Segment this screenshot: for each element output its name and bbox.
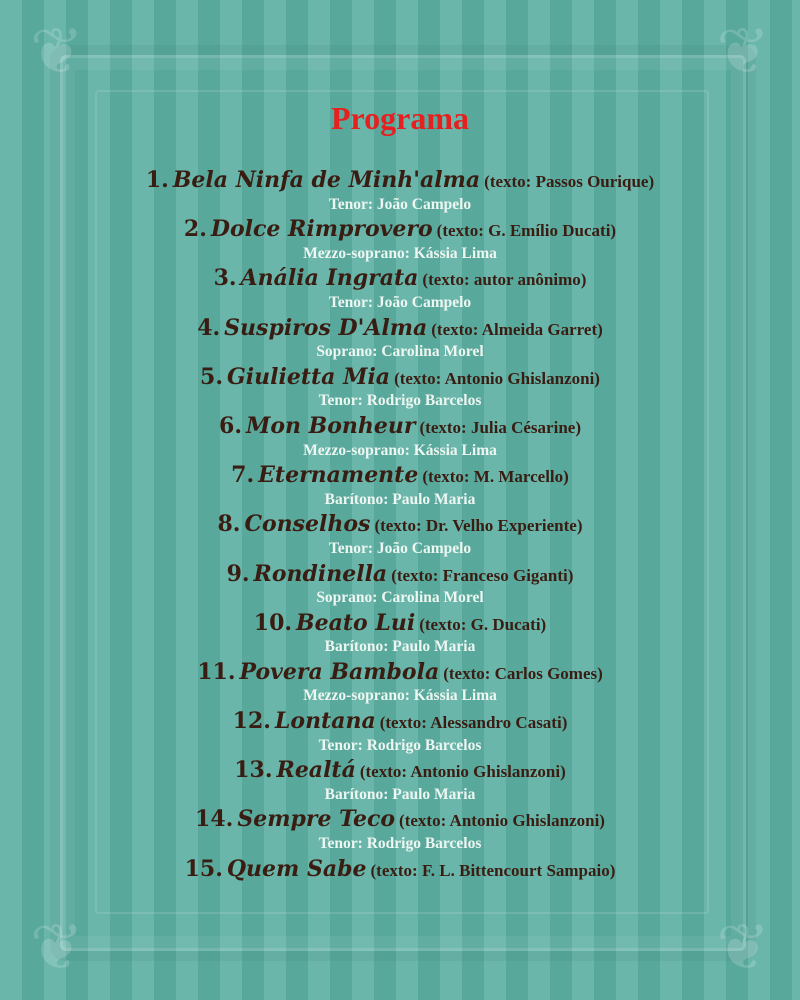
performer-line: Mezzo-soprano: Kássia Lima (303, 441, 497, 459)
performer-line: Barítono: Paulo Maria (324, 490, 476, 508)
program-item (0, 463, 800, 488)
performer-line: Barítono: Paulo Maria (324, 638, 476, 656)
work-title: Rondinella (253, 560, 388, 587)
work-title: Mon Bonheur (245, 412, 416, 439)
performer-line: Tenor: Rodrigo Barcelos (318, 736, 482, 754)
item-number: 10. (253, 609, 293, 636)
lyricist-credit: (texto: Antonio Ghislanzoni) (394, 368, 600, 388)
program-item (0, 562, 800, 587)
program-item (0, 266, 800, 291)
program-item (0, 168, 800, 193)
item-number: 13. (234, 757, 273, 784)
page-title: Programa (330, 100, 470, 136)
work-title: Beato Lui (296, 609, 416, 636)
item-number: 6. (219, 412, 242, 439)
ornament-scroll-icon: ❦ (30, 16, 84, 87)
performer-line: Tenor: Rodrigo Barcelos (318, 392, 482, 410)
performer-line: Tenor: João Campelo (328, 195, 472, 213)
program-item (0, 414, 800, 439)
program-item (0, 758, 800, 783)
lyricist-credit: (texto: Dr. Velho Experiente) (374, 516, 583, 536)
item-number: 5. (200, 363, 223, 390)
program-item (0, 611, 800, 636)
item-number: 14. (195, 806, 234, 833)
lyricist-credit: (texto: Almeida Garret) (431, 319, 603, 339)
work-title: Lontana (274, 708, 376, 735)
lyricist-credit: (texto: Alessandro Casati) (379, 713, 568, 733)
item-number: 12. (232, 708, 271, 735)
lyricist-credit: (texto: F. L. Bittencourt Sampaio) (370, 860, 616, 880)
program-list (0, 168, 800, 881)
performer-line: Barítono: Paulo Maria (324, 785, 476, 803)
item-number: 3. (213, 265, 237, 292)
item-number: 4. (197, 314, 221, 341)
program-item (0, 660, 800, 685)
item-number: 11. (197, 658, 236, 685)
work-title: Sempre Teco (237, 806, 396, 833)
lyricist-credit: (texto: G. Ducati) (419, 614, 547, 634)
work-title: Bela Ninfa de Minh'alma (172, 167, 481, 193)
lyricist-credit: (texto: Franceso Giganti) (391, 565, 574, 585)
work-title: Conselhos (244, 511, 371, 538)
performer-line: Soprano: Carolina Morel (316, 589, 484, 607)
ornament-scroll-icon: ❦ (716, 16, 770, 87)
item-number: 7. (231, 462, 255, 489)
lyricist-credit: (texto: Julia Césarine) (419, 417, 581, 437)
program-item (0, 217, 800, 242)
work-title: Giulietta Mia (227, 363, 391, 390)
program-item (0, 316, 800, 341)
performer-line: Tenor: Rodrigo Barcelos (318, 835, 482, 853)
program-item (0, 365, 800, 390)
lyricist-credit: (texto: Carlos Gomes) (443, 663, 603, 683)
work-title: Realtá (276, 757, 356, 784)
lyricist-credit: (texto: Antonio Ghislanzoni) (359, 762, 566, 782)
ornament-scroll-icon: ❦ (716, 912, 770, 983)
program-item (0, 857, 800, 882)
program-item (0, 512, 800, 537)
lyricist-credit: (texto: Antonio Ghislanzoni) (399, 811, 605, 831)
work-title: Eternamente (258, 462, 419, 489)
performer-line: Mezzo-soprano: Kássia Lima (303, 687, 497, 705)
work-title: Povera Bambola (239, 658, 440, 685)
lyricist-credit: (texto: G. Emílio Ducati) (436, 221, 617, 241)
lyricist-credit: (texto: Passos Ourique) (484, 172, 655, 191)
performer-line: Mezzo-soprano: Kássia Lima (303, 244, 497, 262)
work-title: Dolce Rimprovero (210, 216, 433, 243)
item-number: 15. (184, 855, 223, 882)
program-item (0, 709, 800, 734)
work-title: Suspiros D'Alma (224, 314, 428, 341)
program-item (0, 807, 800, 832)
item-number: 8. (217, 511, 241, 538)
performer-line: Soprano: Carolina Morel (316, 343, 484, 361)
lyricist-credit: (texto: autor anônimo) (422, 270, 587, 290)
ornament-scroll-icon: ❦ (30, 912, 84, 983)
item-number: 2. (183, 216, 207, 243)
performer-line: Tenor: João Campelo (328, 293, 472, 311)
work-title: Quem Sabe (226, 855, 367, 882)
item-number: 9. (226, 560, 250, 587)
item-number: 1. (145, 167, 169, 193)
performer-line: Tenor: João Campelo (328, 539, 472, 557)
lyricist-credit: (texto: M. Marcello) (422, 467, 569, 487)
work-title: Anália Ingrata (240, 265, 419, 292)
